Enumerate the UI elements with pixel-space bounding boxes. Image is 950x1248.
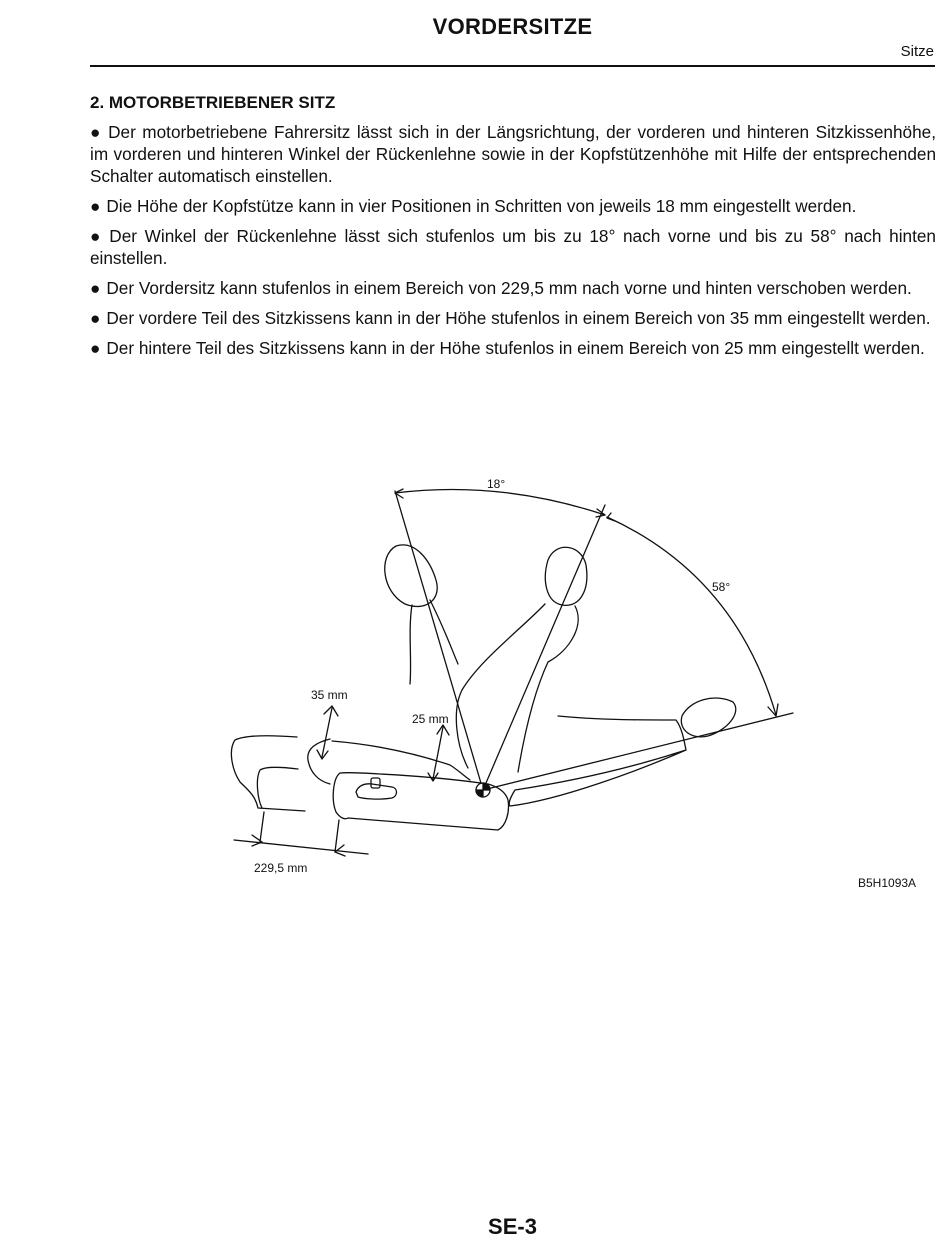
headrest-reclined-icon	[681, 698, 735, 737]
slide-extension-line	[335, 820, 339, 852]
bullet-icon: ●	[90, 226, 104, 246]
list-item	[90, 337, 936, 359]
switch-knob-icon	[371, 778, 380, 788]
bullet-icon: ●	[90, 308, 101, 328]
list-item	[90, 121, 936, 187]
seat-base-rear-position	[257, 767, 298, 808]
page-subtitle: Sitze	[900, 43, 934, 60]
forward-angle-label: 18°	[487, 477, 506, 491]
rear-height-label: 25 mm	[412, 712, 449, 726]
list-item-text: Die Höhe der Kopfstütze kann in vier Positionen in Schritten von jeweils 18 mm eingestellt werden.	[106, 196, 857, 216]
angle-arc-forward	[395, 489, 605, 515]
list-item	[90, 307, 936, 329]
bullet-icon: ●	[90, 196, 101, 216]
list-item-text: Der hintere Teil des Sitzkissens kann in der Höhe stufenlos in einem Bereich von 25 mm eingestellt werden.	[106, 338, 925, 358]
backrest-forward-icon	[410, 600, 458, 684]
slide-extension-line	[260, 812, 264, 842]
seat-base-front	[333, 773, 508, 830]
front-height-arrow	[322, 708, 332, 757]
slide-dimension-line	[234, 840, 368, 854]
list-item	[90, 195, 936, 217]
rear-height-arrow	[433, 727, 443, 779]
headrest-forward-icon	[385, 545, 437, 607]
front-height-label: 35 mm	[311, 688, 348, 702]
header-rule	[90, 65, 935, 67]
bullet-icon: ●	[90, 338, 101, 358]
list-item-text: Der motorbetriebene Fahrersitz lässt sich in der Längsrichtung, der vorderen und hinteren Sitzkissenhöhe, im vorderen und hinteren Winkel der Rückenlehne sowie in der Kopfstützenhöhe mit Hilfe der entsprechenden Schalter automatisch einstellen.	[90, 122, 936, 186]
bullet-list	[90, 121, 936, 367]
list-item-text: Der Winkel der Rückenlehne lässt sich stufenlos um bis zu 18° nach vorne und bis zu 58° nach hinten einstellen.	[90, 226, 936, 268]
list-item	[90, 225, 936, 269]
backward-angle-label: 58°	[712, 580, 731, 594]
list-item	[90, 277, 936, 299]
slide-label: 229,5 mm	[254, 861, 308, 875]
seat-cushion-rear-position	[231, 736, 305, 811]
list-item-text: Der Vordersitz kann stufenlos in einem Bereich von 229,5 mm nach vorne und hinten verschoben werden.	[106, 278, 912, 298]
bullet-icon: ●	[90, 122, 103, 142]
list-item-text: Der vordere Teil des Sitzkissens kann in der Höhe stufenlos in einem Bereich von 35 mm eingestellt werden.	[106, 308, 931, 328]
seat-cushion-middle	[308, 739, 470, 784]
bullet-icon: ●	[90, 278, 101, 298]
backrest-upright-icon	[456, 604, 578, 772]
page-title: VORDERSITZE	[432, 14, 593, 39]
seat-adjustment-diagram	[0, 460, 950, 880]
backrest-reclined-line	[483, 713, 793, 790]
section-heading: 2. MOTORBETRIEBENER SITZ	[90, 93, 336, 112]
page-number: SE-3	[488, 1214, 537, 1239]
figure-code: B5H1093A	[858, 876, 917, 890]
backrest-upright-line	[483, 505, 605, 790]
angle-arc-backward	[607, 517, 776, 715]
switch-icon	[356, 784, 397, 799]
